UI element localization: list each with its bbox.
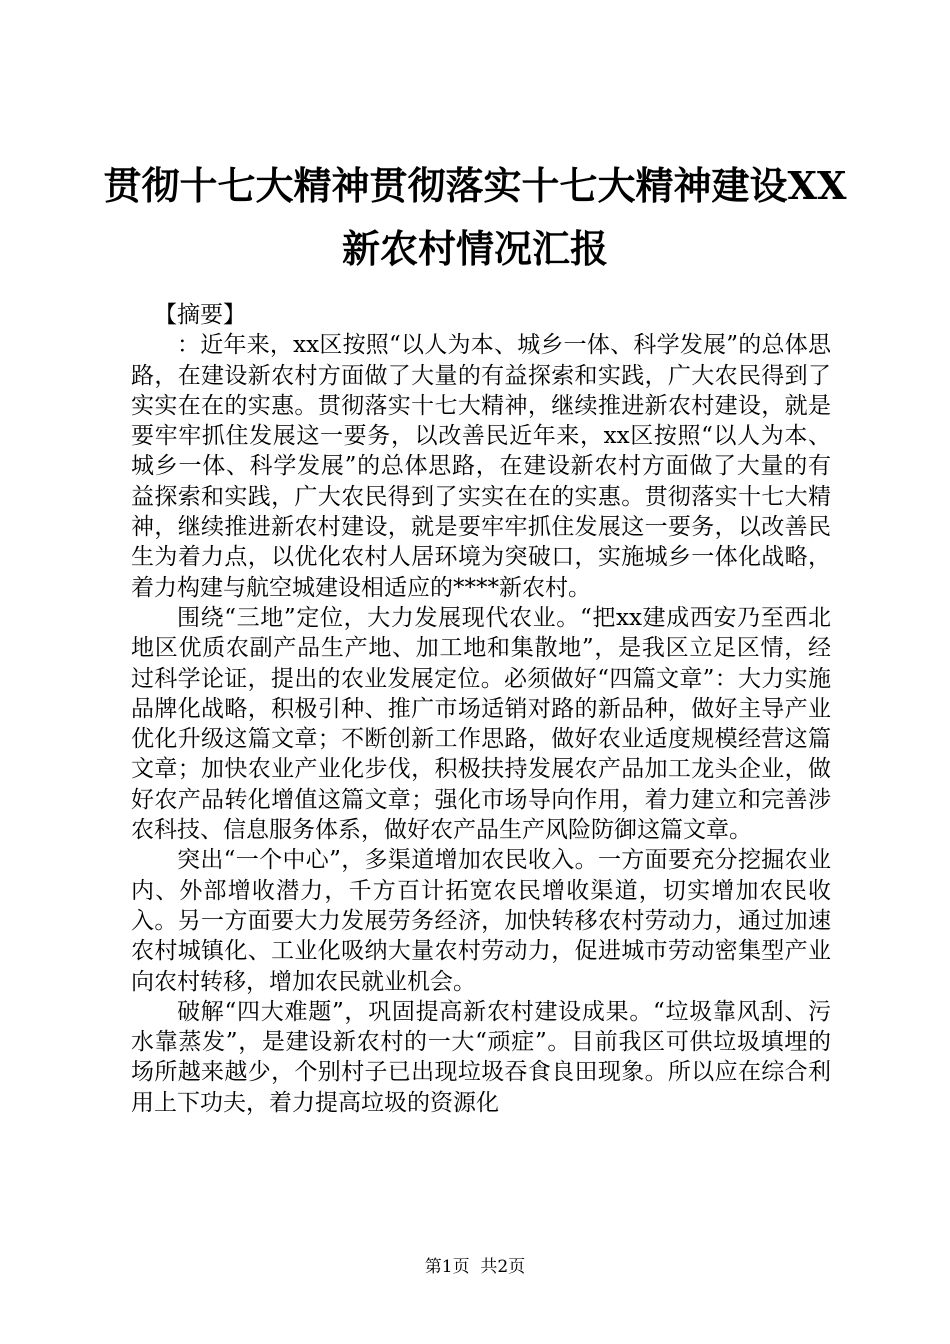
paragraph-agriculture: 围绕“三地”定位，大力发展现代农业。“把xx建成西安乃至西北地区优质农副产品生产地、加工地和集散地”，是我区立足区情，经过科学论证，提出的农业发展定位。必须做好“四篇文章”：大力实施品牌化战略，积极引种、推广市场适销对路的新品种，做好主导产业优化升级这篇文章；不断创新工作思路，做好农业适度规模经营这篇文章；加快农业产业化步伐，积极扶持发展农产品加工龙头企业，做好农产品转化增值这篇文章；强化市场导向作用，着力建立和完善涉农科技、信息服务体系，做好农产品生产风险防御这篇文章。 bbox=[131, 604, 831, 844]
paragraph-abstract: ：近年来，xx区按照“以人为本、城乡一体、科学发展”的总体思路，在建设新农村方面做了大量的有益探索和实践，广大农民得到了实实在在的实惠。贯彻落实十七大精神，继续推进新农村建设，就是要牢牢抓住发展这一要务，以改善民近年来，xx区按照“以人为本、城乡一体、科学发展”的总体思路，在建设新农村方面做了大量的有益探索和实践，广大农民得到了实实在在的实惠。贯彻落实十七大精神，继续推进新农村建设，就是要牢牢抓住发展这一要务，以改善民生为着力点，以优化农村人居环境为突破口，实施城乡一体化战略，着力构建与航空城建设相适应的****新农村。 bbox=[131, 332, 831, 601]
page-number-total: 共2页 bbox=[480, 1257, 526, 1277]
document-body bbox=[131, 300, 831, 1118]
abstract-label: 【摘要】 bbox=[154, 302, 246, 328]
page-footer bbox=[0, 1257, 950, 1277]
document-title-line-2: 新农村情况汇报 bbox=[341, 226, 608, 271]
paragraph-problems: 破解“四大难题”，巩固提高新农村建设成果。“垃圾靠风刮、污水靠蒸发”，是建设新农村的一大“顽症”。目前我区可供垃圾填埋的场所越来越少，个别村子已出现垃圾吞食良田现象。所以应在综合利用上下功夫，着力提高垃圾的资源化 bbox=[131, 998, 831, 1116]
paragraph-income: 突出“一个中心”，多渠道增加农民收入。一方面要充分挖掘农业内、外部增收潜力，千方百计拓宽农民增收渠道，切实增加农民收入。另一方面要大力发展劳务经济，加快转移农村劳动力，通过加速农村城镇化、工业化吸纳大量农村劳动力，促进城市劳动密集型产业向农村转移，增加农民就业机会。 bbox=[131, 847, 831, 995]
document-title-line-1: 贯彻十七大精神贯彻落实十七大精神建设XX bbox=[103, 163, 847, 208]
page-number-current: 第1页 bbox=[424, 1257, 470, 1277]
